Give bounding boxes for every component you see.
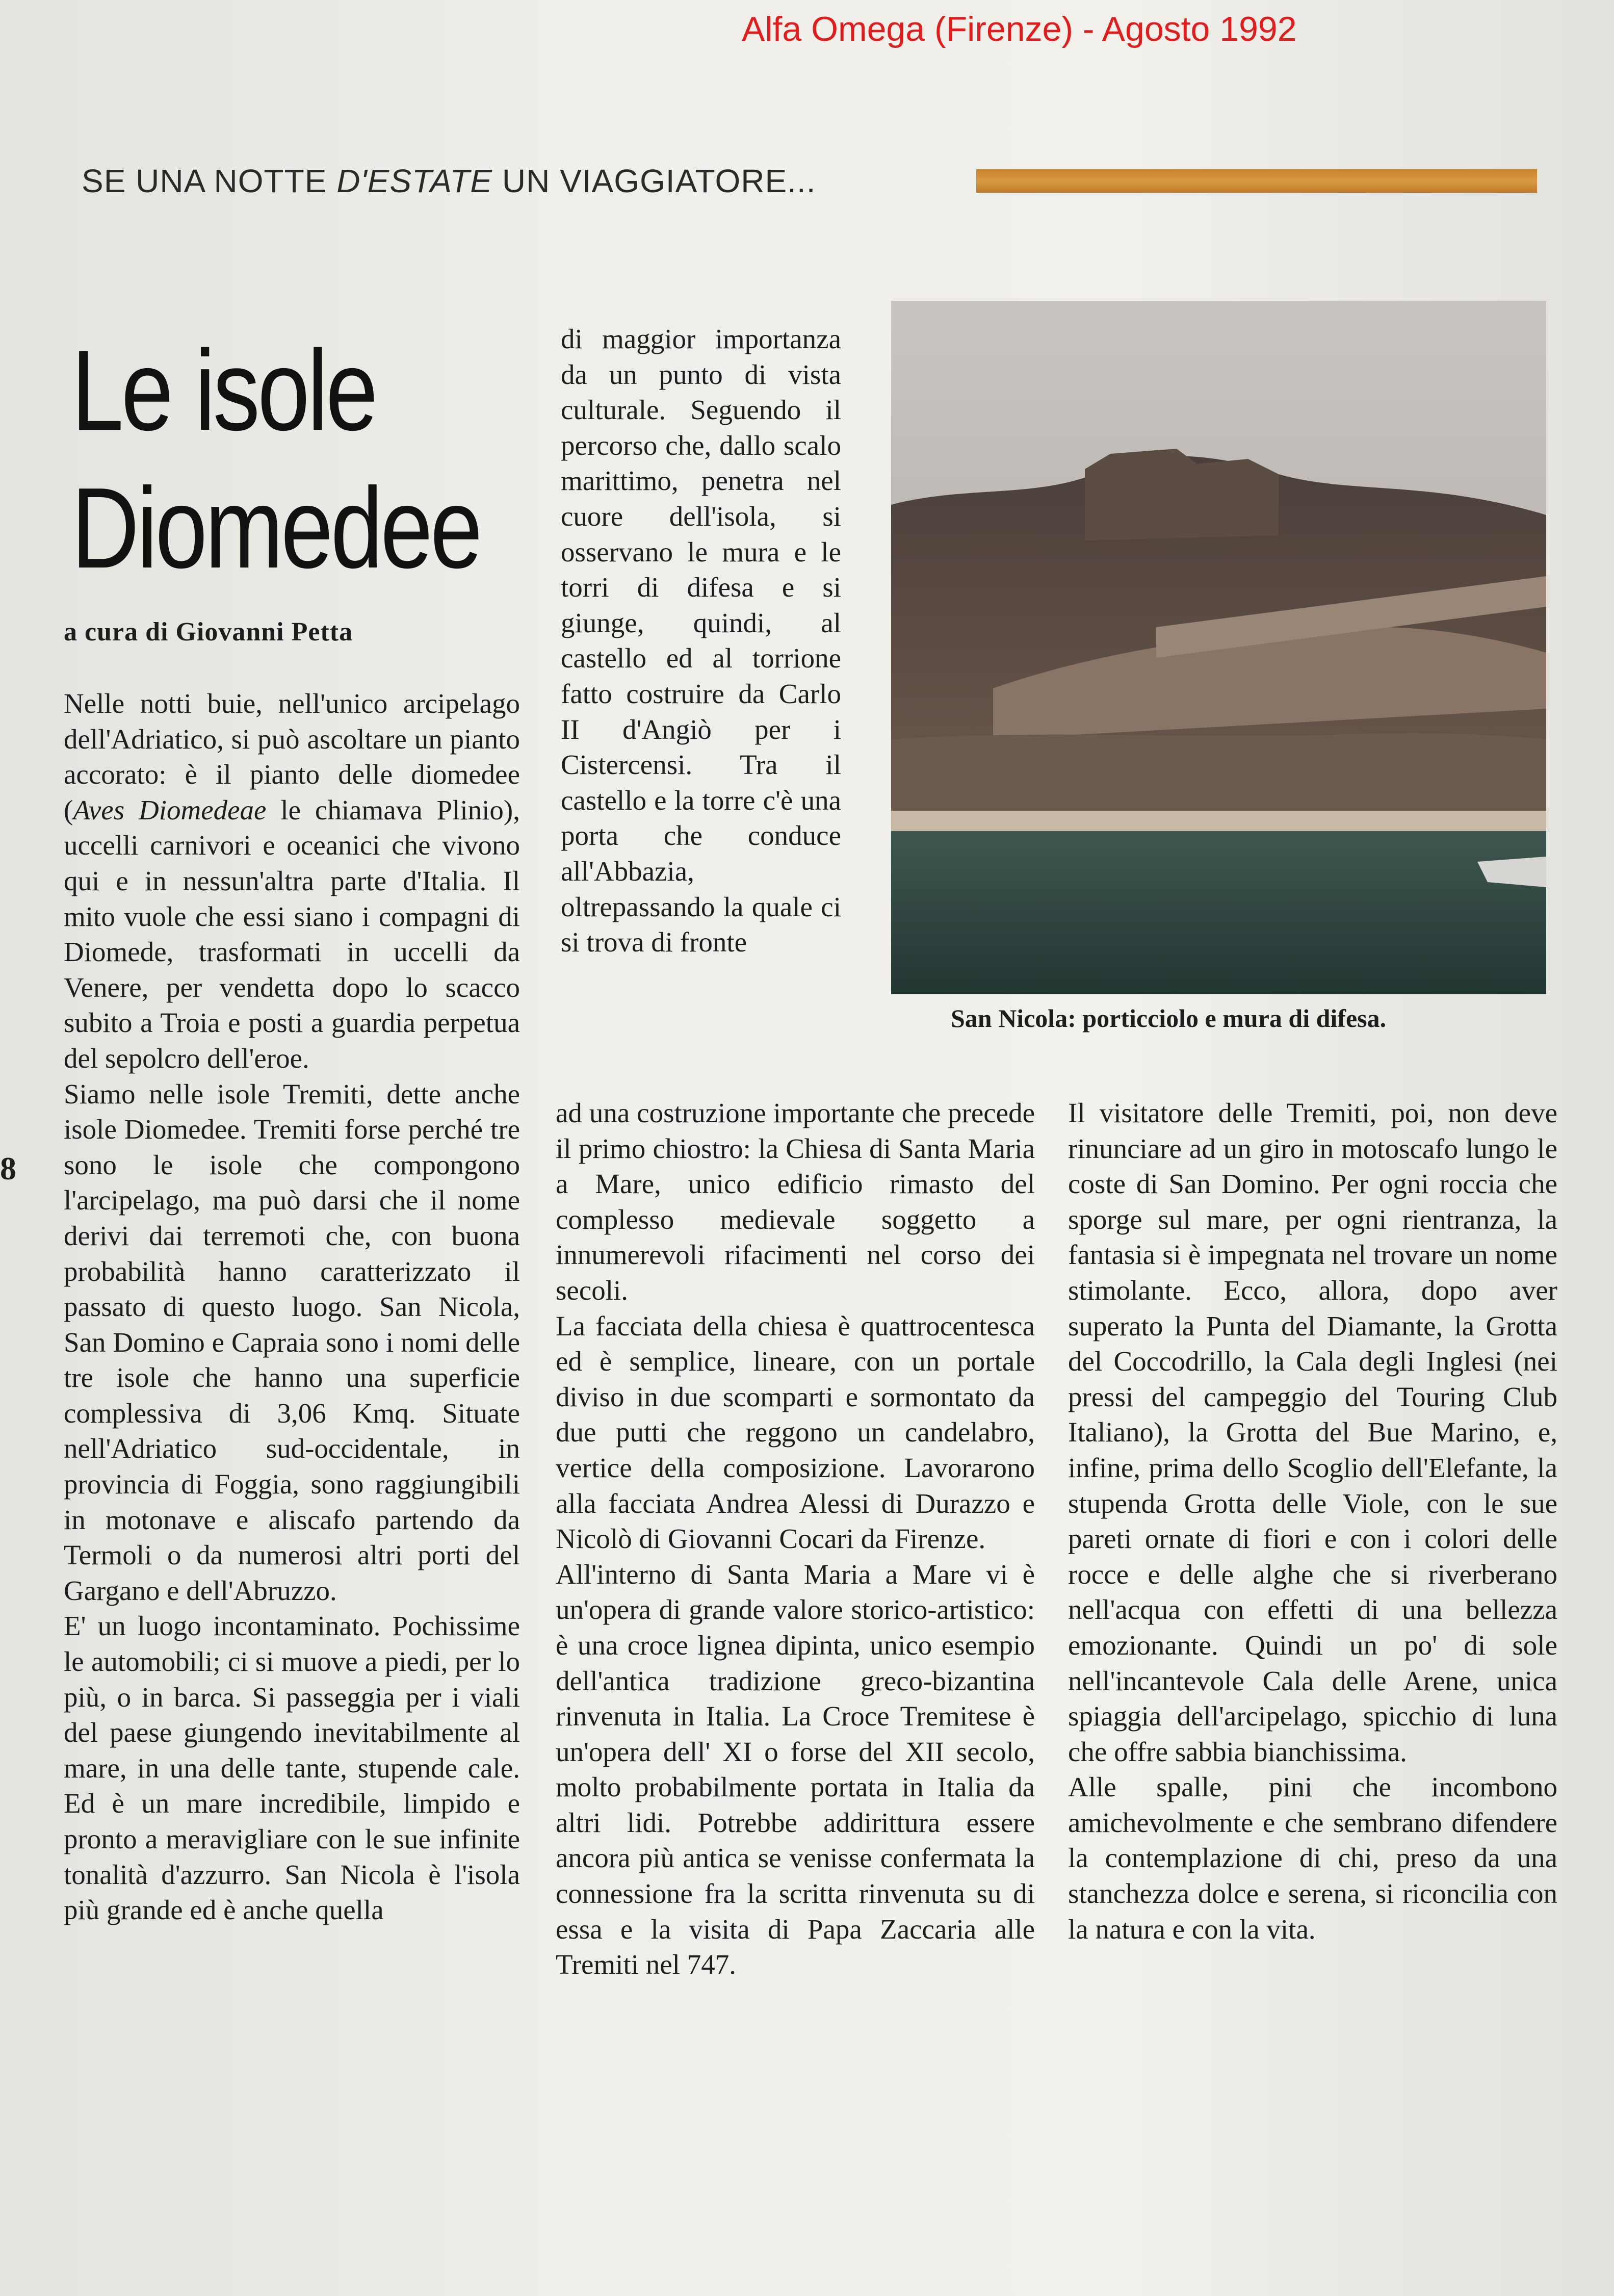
column1-paragraph-2: Siamo nelle isole Tremiti, dette anche isole Diomedee. Tremiti forse perché tre sono le isole che compongono l'arcipelago, ma può darsi che il nome derivi dai terremoti che, con buona probabilità hanno caratterizzato il passato di questo luogo. San Nicola, San Domino e Capraia sono i nomi delle tre isole che hanno una superficie complessiva di 3,06 Kmq. Situate nell'Adriatico sud-occidentale, in provincia di Foggia, sono raggiungibili in motonave e aliscafo partendo da Termoli o da numerosi altri porti del Gargano e dell'Abruzzo. bbox=[64, 1078, 520, 1606]
photo-caption: San Nicola: porticciolo e mura di difesa. bbox=[951, 1004, 1387, 1033]
column-2-bottom bbox=[556, 1095, 1035, 1982]
photo-illustration bbox=[891, 301, 1546, 994]
photo-san-nicola bbox=[891, 301, 1546, 994]
column1-paragraph-3: E' un luogo incontaminato. Pochissime le automobili; ci si muove a piedi, per lo più, o in barca. Si passeggia per i viali del paese giungendo inevitabilmente al mare, in una delle tante, stupende cale. Ed è un mare incredibile, limpido e pronto a meravigliare con le sue infinite tonalità d'azzurro. San Nicola è l'isola più grande ed è anche quella bbox=[64, 1610, 520, 1926]
column-1 bbox=[64, 686, 520, 1928]
column2-paragraph-3: All'interno di Santa Maria a Mare vi è un'opera di grande valore storico-artistico: è una croce lignea dipinta, unico esempio dell'antica tradizione greco-bizantina rinvenuta in Italia. La Croce Tremitese è un'opera dell' XI o forse del XII secolo, molto probabilmente portata in Italia da altri lidi. Potrebbe addirittura essere ancora più antica se venisse confermata la connessione fra la scritta rinvenuta su di essa e la visita di Papa Zaccaria alle Tremiti nel 747. bbox=[556, 1558, 1035, 1980]
article-title bbox=[71, 321, 480, 597]
byline: a cura di Giovanni Petta bbox=[64, 617, 353, 647]
column1-p1-text-a: Nelle notti buie, nell'unico arcipelago dell'Adriatico, si può ascoltare un pianto accorato: è il pianto delle diomedee ( bbox=[64, 688, 520, 825]
kicker-part2: D'ESTATE bbox=[336, 163, 493, 199]
column1-paragraph-1 bbox=[64, 686, 520, 1076]
column2-top-paragraph: di maggior importanza da un punto di vista culturale. Seguendo il percorso che, dallo scalo marittimo, penetra nel cuore dell'isola, si osservano le mura e le torri di difesa e si giunge, quindi, al castello ed al torrione fatto costruire da Carlo II d'Angiò per i Cistercensi. Tra il castello e la torre c'è una porta che conduce all'Abbazia, oltrepassando la quale ci si trova di fronte bbox=[561, 323, 841, 958]
source-note: Alfa Omega (Firenze) - Agosto 1992 bbox=[742, 10, 1297, 48]
kicker-part3: UN VIAGGIATORE... bbox=[492, 163, 816, 199]
column2-paragraph-2: La facciata della chiesa è quattrocentesca ed è semplice, lineare, con un portale diviso in due scomparti e sormontato da due putti che reggono un candelabro, vertice della composizione. Lavorarono alla facciata Andrea Alessi di Durazzo e Nicolò di Giovanni Cocari da Firenze. bbox=[556, 1310, 1035, 1555]
page-number: 8 bbox=[0, 1150, 16, 1186]
column1-p1-text-b: le chiamava Plinio), uccelli carnivori e oceanici che vivono qui e in nessun'altra parte d'Italia. Il mito vuole che essi siano i compagni di Diomede, trasformati in uccelli da Venere, per vendetta dopo lo scacco subito a Troia e posti a guardia perpetua del sepolcro dell'eroe. bbox=[64, 794, 520, 1074]
column1-p1-italic: Aves Diomedeae bbox=[73, 794, 267, 825]
title-line-2: Diomedee bbox=[71, 463, 480, 592]
title-line-1: Le isole bbox=[71, 326, 376, 454]
column-3 bbox=[1068, 1095, 1557, 1947]
column3-paragraph-2: Alle spalle, pini che incombono amichevolmente e che sembrano difendere la contemplazione di chi, preso da una stanchezza dolce e serena, si riconcilia con la natura e con la vita. bbox=[1068, 1771, 1557, 1945]
column-2-top bbox=[561, 321, 841, 960]
column3-paragraph-1: Il visitatore delle Tremiti, poi, non deve rinunciare ad un giro in motoscafo lungo le coste di San Domino. Per ogni roccia che sporge sul mare, per ogni rientranza, la fantasia si è impegnata nel trovare un nome stimolante. Ecco, allora, dopo aver superato la Punta del Diamante, la Grotta del Coccodrillo, la Cala degli Inglesi (nei pressi del campeggio del Touring Club Italiano), la Grotta del Bue Marino, e, infine, prima dello Scoglio dell'Elefante, la stupenda Grotta delle Viole, con le sue pareti ornate di fiori e con i colori delle rocce e delle alghe che si riverberano nell'acqua con effetti di una bellezza emozionante. Quindi un po' di sole nell'incantevole Cala delle Arene, unica spiaggia dell'arcipelago, spicchio di luna che offre sabbia bianchissima. bbox=[1068, 1097, 1557, 1767]
column2-paragraph-1: ad una costruzione importante che precede il primo chiostro: la Chiesa di Santa Maria a Mare, unico edificio rimasto del complesso medievale soggetto a innumerevoli rifacimenti nel corso dei secoli. bbox=[556, 1097, 1035, 1306]
kicker-part1: SE UNA NOTTE bbox=[82, 163, 337, 199]
kicker-rule bbox=[976, 169, 1537, 193]
section-kicker bbox=[82, 162, 816, 200]
